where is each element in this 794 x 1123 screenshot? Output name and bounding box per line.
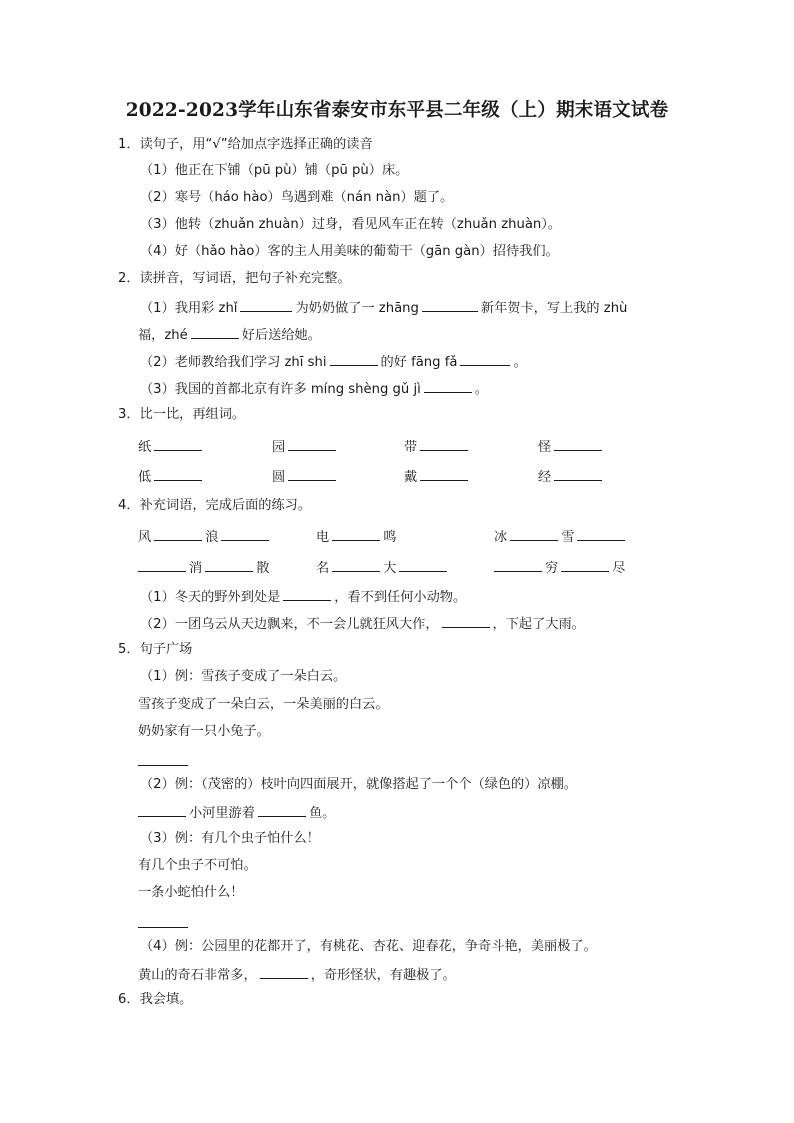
q5-exercise-4: 黄山的奇石非常多， ，奇形怪状，有趣极了。	[138, 965, 456, 985]
q3-char-dai2: 戴	[404, 467, 471, 487]
answer-blank[interactable]	[288, 467, 336, 481]
answer-blank[interactable]	[442, 614, 490, 628]
q4-sentence-2: （2）一团乌云从天边飘来，不一会儿就狂风大作， ，下起了大雨。	[140, 614, 585, 634]
answer-blank[interactable]	[420, 437, 468, 451]
answer-blank[interactable]	[422, 298, 478, 312]
answer-blank[interactable]	[510, 527, 558, 541]
q2-line-2a: 福，zhé	[138, 328, 188, 343]
q3-char-yuan: 园	[272, 437, 339, 457]
q5-example-1-answer: 雪孩子变成了一朵白云，一朵美丽的白云。	[138, 697, 389, 712]
q5-example-1: （1）例：雪孩子变成了一朵白云。	[140, 669, 347, 684]
q4-stem: 4．补充词语，完成后面的练习。	[118, 498, 312, 513]
answer-blank[interactable]	[330, 352, 378, 366]
answer-blank[interactable]	[332, 558, 380, 572]
q1-item-2: （2）寒号（háo hào）鸟遇到难（nán nàn）题了。	[140, 190, 454, 205]
q2-line-4a: （3）我国的首都北京有许多 míng shèng gǔ jì	[140, 382, 421, 397]
q1-item-1: （1）他正在下铺（pū pù）铺（pū pù）床。	[140, 163, 409, 178]
answer-blank[interactable]	[260, 965, 308, 979]
q1-item-4: （4）好（hǎo hào）客的主人用美味的葡萄干（gān gàn）招待我们。	[140, 244, 559, 259]
q2-line-4b: 。	[474, 382, 488, 397]
answer-blank[interactable]	[288, 437, 336, 451]
answer-blank[interactable]	[554, 467, 602, 481]
answer-blank[interactable]	[577, 527, 625, 541]
answer-blank[interactable]	[424, 379, 472, 393]
q3-stem: 3．比一比，再组词。	[118, 407, 246, 422]
q2-line-1b: 为奶奶做了一 zhāng	[295, 301, 419, 316]
q2-line-3	[140, 352, 527, 372]
q4-idiom-4: 消 散	[135, 558, 269, 578]
page-title: 2022-2023学年山东省泰安市东平县二年级（上）期末语文试卷	[125, 100, 669, 121]
q4-idiom-6: 穷 尽	[491, 558, 625, 578]
q4-idiom-5: 名 大	[316, 558, 450, 578]
q1-item-3: （3）他转（zhuǎn zhuàn）过身，看见风车正在转（zhuǎn zhuàn）。	[140, 217, 562, 232]
q5-stem: 5．句子广场	[118, 642, 193, 657]
q4-sentence-1: （1）冬天的野外到处是 ，看不到任何小动物。	[140, 587, 466, 607]
q5-exercise-3: 一条小蛇怕什么！	[138, 885, 244, 900]
q5-example-4: （4）例：公园里的花都开了，有桃花、杏花、迎春花，争奇斗艳，美丽极了。	[140, 939, 597, 954]
answer-blank[interactable]	[420, 467, 468, 481]
q3-char-dai: 带	[404, 437, 471, 457]
answer-blank[interactable]	[240, 298, 292, 312]
answer-blank[interactable]	[138, 764, 188, 766]
q5-example-3-answer: 有几个虫子不可怕。	[138, 858, 257, 873]
answer-blank[interactable]	[138, 558, 186, 572]
q5-example-2: （2）例：（茂密的）枝叶向四面展开，就像搭起了一个个（绿色的）凉棚。	[140, 777, 577, 792]
answer-blank[interactable]	[283, 587, 331, 601]
q2-line-3b: 的好 fāng fǎ	[380, 355, 458, 370]
answer-blank[interactable]	[205, 558, 253, 572]
q3-char-yuan2: 圆	[272, 467, 339, 487]
q5-example-3: （3）例：有几个虫子怕什么！	[140, 831, 320, 846]
q2-line-1	[140, 298, 627, 318]
q3-char-guai: 怪	[538, 437, 605, 457]
answer-blank[interactable]	[332, 527, 380, 541]
q2-line-2b: 好后送给她。	[241, 328, 321, 343]
answer-blank[interactable]	[258, 803, 306, 817]
q5-exercise-2: 小河里游着 鱼。	[138, 803, 335, 823]
q4-idiom-3: 冰 雪	[494, 527, 628, 547]
q5-exercise-1: 奶奶家有一只小兔子。	[138, 724, 270, 739]
answer-blank[interactable]	[221, 527, 269, 541]
q2-line-4	[140, 379, 488, 399]
answer-blank[interactable]	[138, 803, 186, 817]
q3-char-zhi: 纸	[138, 437, 205, 457]
q1-stem: 1．读句子，用“√”给加点字选择正确的读音	[118, 137, 373, 152]
answer-blank[interactable]	[561, 558, 609, 572]
q3-char-jing: 经	[538, 467, 605, 487]
answer-blank[interactable]	[460, 352, 510, 366]
q2-line-3a: （2）老师教给我们学习 zhī shi	[140, 355, 327, 370]
answer-blank[interactable]	[191, 325, 239, 339]
q4-idiom-2: 电 鸣	[316, 527, 396, 547]
q2-line-2	[138, 325, 321, 345]
answer-blank[interactable]	[154, 527, 202, 541]
q2-line-1c: 新年贺卡，写上我的 zhù	[480, 301, 628, 316]
q6-stem: 6．我会填。	[118, 992, 193, 1007]
q2-line-3c: 。	[513, 355, 527, 370]
q2-stem: 2．读拼音，写词语，把句子补充完整。	[118, 271, 351, 286]
answer-blank[interactable]	[154, 467, 202, 481]
answer-blank[interactable]	[494, 558, 542, 572]
q4-idiom-1: 风 浪	[138, 527, 272, 547]
q2-line-1a: （1）我用彩 zhǐ	[140, 301, 238, 316]
answer-blank[interactable]	[138, 926, 188, 928]
answer-blank[interactable]	[554, 437, 602, 451]
answer-blank[interactable]	[154, 437, 202, 451]
answer-blank[interactable]	[399, 558, 447, 572]
q3-char-di: 低	[138, 467, 205, 487]
